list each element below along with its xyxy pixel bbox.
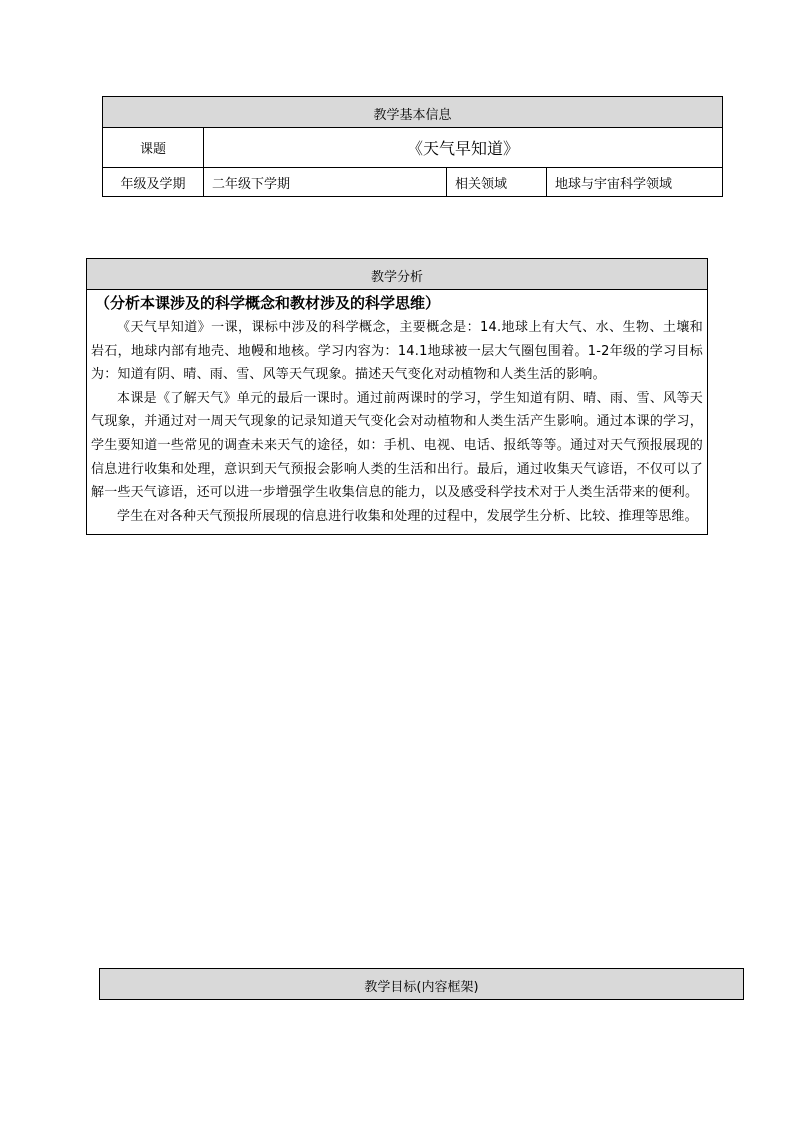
analysis-body	[87, 290, 708, 535]
analysis-subtitle: （分析本课涉及的科学概念和教材涉及的科学思维）	[95, 294, 441, 312]
basic-info-header: 教学基本信息	[103, 97, 723, 128]
grade-value: 二年级下学期	[204, 168, 447, 197]
analysis-paragraph: 《天气早知道》一课，课标中涉及的科学概念，主要概念是：14.地球上有大气、水、生物、土壤和岩石，地球内部有地壳、地幔和地核。学习内容为：14.1地球被一层大气圈包围着。1-2年级的学习目标为：知道有阴、晴、雨、雪、风等天气现象。描述天气变化对动植物和人类生活的影响。	[91, 320, 703, 383]
objectives-table	[99, 968, 744, 1000]
analysis-paragraph: 学生在对各种天气预报所展现的信息进行收集和处理的过程中，发展学生分析、比较、推理等思维。	[117, 508, 698, 524]
field-value: 地球与宇宙科学领域	[547, 168, 723, 197]
analysis-header: 教学分析	[87, 259, 708, 290]
analysis-table	[86, 258, 708, 535]
analysis-paragraph: 本课是《了解天气》单元的最后一课时。通过前两课时的学习，学生知道有阴、晴、雨、雪、风等天气现象，并通过对一周天气现象的记录知道天气变化会对动植物和人类生活产生影响。通过本课的学习，学生要知道一些常见的调查未来天气的途径，如：手机、电视、电话、报纸等等。通过对天气预报展现的信息进行收集和处理，意识到天气预报会影响人类的生活和出行。最后，通过收集天气谚语，不仅可以了解一些天气谚语，还可以进一步增强学生收集信息的能力，以及感受科学技术对于人类生活带来的便利。	[91, 390, 703, 501]
lesson-label: 课题	[103, 128, 204, 168]
basic-info-table	[102, 96, 723, 197]
field-label: 相关领域	[447, 168, 547, 197]
grade-label: 年级及学期	[103, 168, 204, 197]
objectives-header: 教学目标(内容框架)	[100, 969, 744, 1000]
lesson-title: 《天气早知道》	[204, 128, 723, 168]
